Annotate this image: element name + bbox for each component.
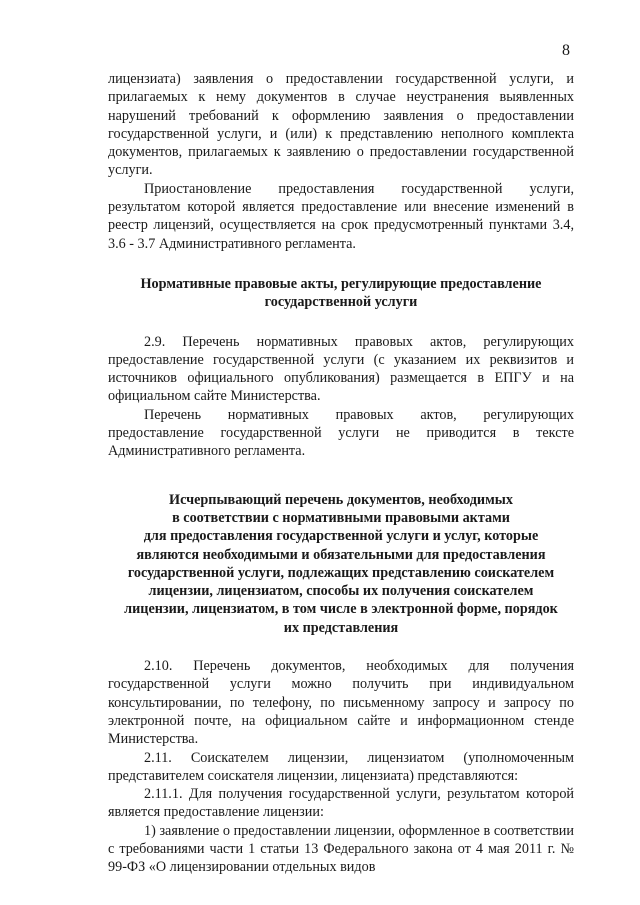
heading-line: государственной услуги: [264, 294, 418, 311]
heading-line: Исчерпывающий перечень документов, необходимых: [169, 491, 513, 508]
paragraph: 2.10. Перечень документов, необходимых для получения государственной услуги можно получить при индивидуальном консультировании, по телефону, по письменному запросу и запросу по электронной почте, на официальном сайте и информационном стенде Министерства.: [108, 658, 574, 748]
heading-line: лицензии, лицензиатом, способы их получения соискателем: [148, 583, 534, 600]
heading-line: Нормативные правовые акты, регулирующие предоставление: [140, 275, 542, 292]
page-number: 8: [562, 42, 570, 59]
paragraph: лицензиата) заявления о предоставлении государственной услуги, и прилагаемых к нему документов в случае неустранения выявленных нарушений требований к оформлению заявления о предоставлении государственной услуги, и (или) к представлению неполного комплекта документов, прилагаемых к заявлению о предоставлении государственной услуги.: [108, 71, 574, 179]
paragraph: 2.11.1. Для получения государственной услуги, результатом которой является предоставление лицензии:: [108, 786, 574, 821]
paragraph: 1) заявление о предоставлении лицензии, оформленное в соответствии с требованиями части 1 статьи 13 Федерального закона от 4 мая 2011 г. № 99-ФЗ «О лицензировании отдельных видов: [108, 822, 574, 876]
heading-line: являются необходимыми и обязательными для предоставления: [136, 546, 546, 563]
section-heading-legal-acts: [108, 275, 574, 312]
heading-line: в соответствии с нормативными правовыми актами: [172, 509, 510, 526]
paragraph: Приостановление предоставления государственной услуги, результатом которой является предоставление или внесение изменений в реестр лицензий, осуществляется на срок предусмотренный пунктами 3.4, 3.6 - 3.7 Административного регламента.: [108, 180, 574, 252]
heading-line: их представления: [283, 619, 399, 636]
paragraph: 2.9. Перечень нормативных правовых актов, регулирующих предоставление государственной услуги (с указанием их реквизитов и источников официального опубликования) размещается в ЕПГУ и на официальном сайте Министерства.: [108, 333, 574, 405]
paragraph: 2.11. Соискателем лицензии, лицензиатом (уполномоченным представителем соискателя лицензии, лицензиата) представляются:: [108, 749, 574, 784]
paragraph: Перечень нормативных правовых актов, регулирующих предоставление государственной услуги не приводится в тексте Административного регламента.: [108, 406, 574, 460]
heading-line: государственной услуги, подлежащих представлению соискателем: [127, 564, 555, 581]
heading-line: для предоставления государственной услуги и услуг, которые: [143, 528, 539, 545]
document-body: [108, 70, 574, 877]
heading-line: лицензии, лицензиатом, в том числе в электронной форме, порядок: [124, 601, 558, 618]
section-heading-documents-list: [108, 491, 574, 637]
